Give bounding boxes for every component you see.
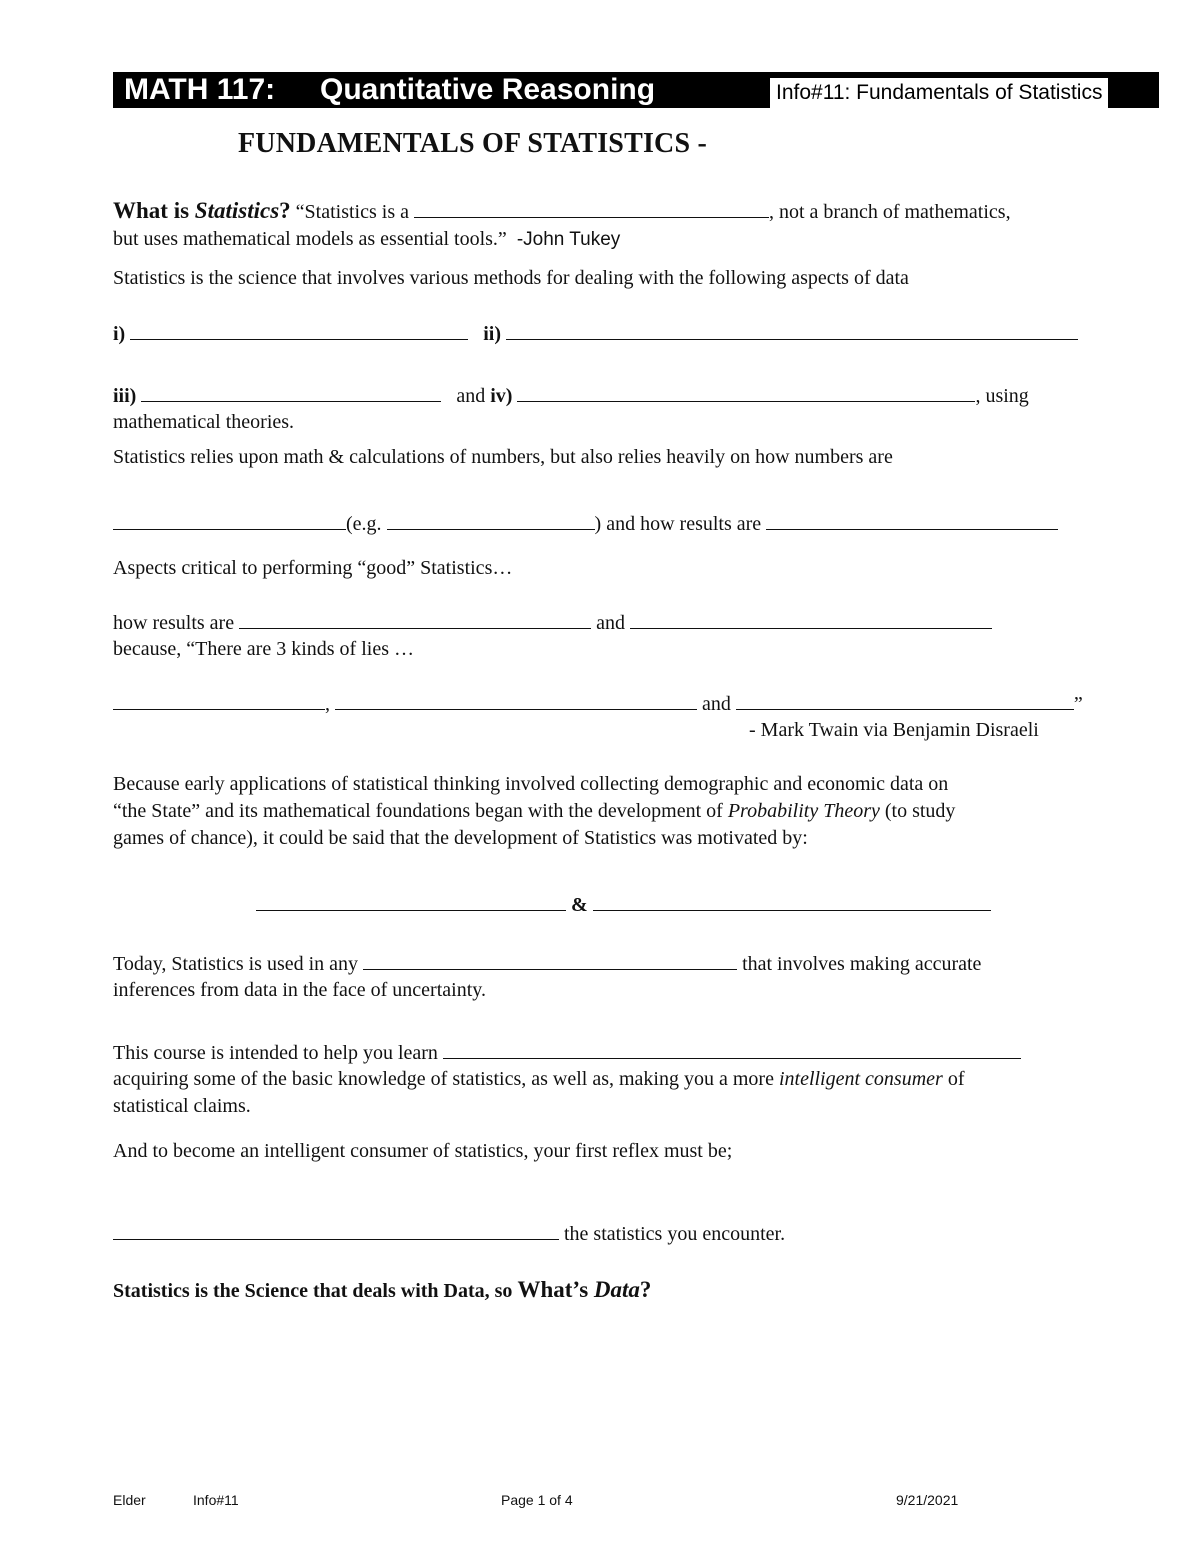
critical-aspects: Aspects critical to performing “good” Statistics… [113,557,513,579]
blank-line[interactable] [387,512,595,530]
results-line: how results are and [113,611,992,635]
relies-line-2: (e.g. ) and how results are [113,512,1058,536]
because-line: because, “There are 3 kinds of lies … [113,638,414,660]
motivation-blanks: & [256,893,991,917]
footer-author: Elder [113,1492,146,1508]
course-line-1: This course is intended to help you learn [113,1041,1021,1065]
blank-line[interactable] [113,692,325,710]
blank-line[interactable] [766,512,1058,530]
lies-line: , and ” [113,692,1083,716]
aspects-row-1: i) ii) [113,322,1078,346]
blank-line[interactable] [630,611,992,629]
history-line-3: games of chance), it could be said that the development of Statistics was motivated by: [113,827,808,849]
blank-line[interactable] [239,611,591,629]
quote-line2: but uses mathematical models as essential tools.” -John Tukey [113,228,621,250]
footer-page: Page 1 of 4 [501,1492,573,1508]
blank-line[interactable] [517,384,975,402]
blank-line[interactable] [256,893,566,911]
course-line-2: acquiring some of the basic knowledge of statistics, as well as, making you a more intelligent consumer of [113,1068,965,1090]
blank-line[interactable] [443,1041,1021,1059]
what-is-statistics: What is Statistics? “Statistics is a , not a branch of mathematics, [113,198,1011,223]
encounter-line: the statistics you encounter. [113,1222,785,1246]
blank-line[interactable] [363,952,737,970]
blank-line[interactable] [130,322,468,340]
aspects-sentence: Statistics is the science that involves various methods for dealing with the following aspects of data [113,267,909,289]
blank-line[interactable] [736,692,1074,710]
history-line-1: Because early applications of statistical thinking involved collecting demographic and economic data on [113,773,949,795]
aspects-row-2: iii) and iv) , using [113,385,1029,407]
reflex-line: And to become an intelligent consumer of statistics, your first reflex must be; [113,1140,733,1162]
blank-line[interactable] [113,1222,559,1240]
data-question: Statistics is the Science that deals with Data, so What’s Data? [113,1277,652,1302]
blank-line[interactable] [335,692,697,710]
quote-attribution: - Mark Twain via Benjamin Disraeli [749,719,1039,741]
blank-line[interactable] [141,384,441,402]
page-title: FUNDAMENTALS OF STATISTICS - [238,128,707,159]
course-code: MATH 117: [124,73,276,106]
footer-date: 9/21/2021 [896,1492,959,1508]
today-line-2: inferences from data in the face of uncertainty. [113,979,486,1001]
blank-line[interactable] [414,200,769,218]
blank-line[interactable] [593,893,991,911]
blank-line[interactable] [506,322,1078,340]
aspects-line-2: mathematical theories. [113,411,295,433]
relies-line-1: Statistics relies upon math & calculations of numbers, but also relies heavily on how numbers are [113,446,893,468]
info-label: Info#11: Fundamentals of Statistics [770,78,1108,108]
course-title: Quantitative Reasoning [320,73,656,106]
blank-line[interactable] [113,512,346,530]
history-line-2: “the State” and its mathematical foundations began with the development of Probability Theory (to study [113,800,956,822]
footer-info: Info#11 [193,1492,239,1508]
today-line-1: Today, Statistics is used in any that involves making accurate [113,953,982,975]
course-line-3: statistical claims. [113,1095,251,1117]
